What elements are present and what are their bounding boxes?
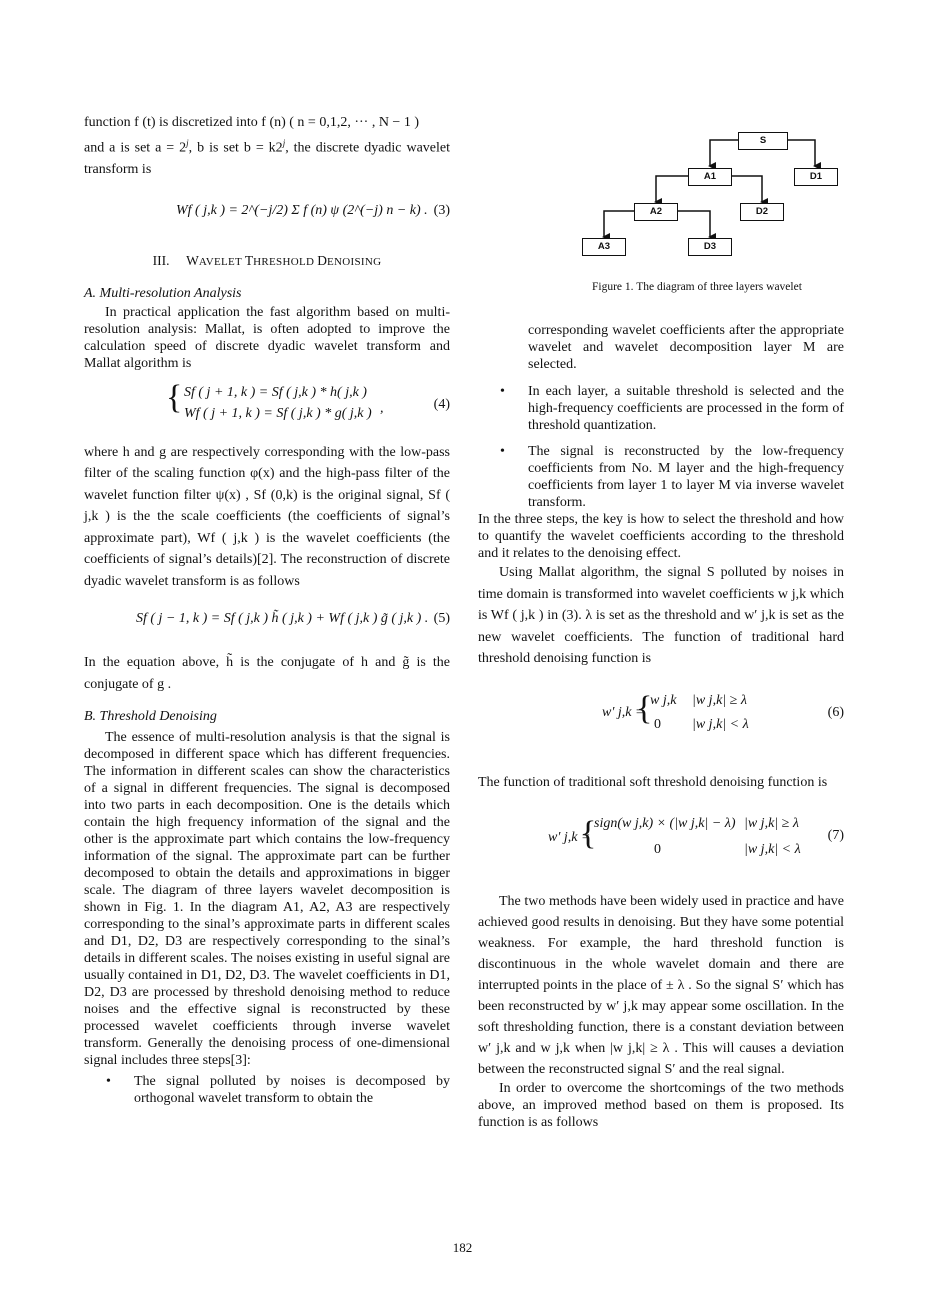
equation-6-lhs: w′ j,k = (602, 704, 645, 720)
equation-4-number: (4) (433, 396, 450, 412)
equation-7-case-1: sign(w j,k) × (|w j,k| − λ) (594, 815, 736, 831)
node-d3: D3 (688, 238, 732, 256)
equation-5 (84, 592, 450, 644)
equation-3-number: (3) (433, 202, 450, 218)
step-2: • In each layer, a suitable threshold is selected and the high-frequency coefficients are processed in the form of threshold quantization. (478, 383, 844, 434)
step-1-continued: corresponding wavelet coefficients after the appropriate wavelet and wavelet decomposition layer M are selected. (528, 323, 844, 372)
section-title-part: W (186, 252, 199, 268)
section-number: III. (152, 252, 170, 268)
equation-6-condition-1: |w j,k| ≥ λ (692, 692, 747, 708)
section-title-part: T (244, 252, 254, 268)
node-d2: D2 (740, 203, 784, 221)
wavelet-decomposition-diagram (0, 0, 925, 300)
equation-6-case-1: w j,k (650, 692, 677, 708)
edge-a1-d2 (730, 176, 762, 202)
equation-7-condition-2: |w j,k| < λ (744, 841, 801, 857)
subsection-b-heading: B. Threshold Denoising (84, 709, 217, 725)
equation-6-condition-2: |w j,k| < λ (692, 716, 749, 732)
section-title-part: ENOISING (327, 255, 382, 268)
steps-list (84, 1073, 450, 1107)
equation-4-line-1: Sf ( j + 1, k ) = Sf ( j,k ) * h( j,k ) (184, 384, 367, 400)
equation-5-number: (5) (433, 611, 450, 627)
paragraph-hard-threshold: Using Mallat algorithm, the signal S polluted by noises in time domain is transformed into wavelet coefficients w j,k which is Wf ( j,k ) in (3). λ is set as the threshold and w′ j,k is set as the new wavelet coefficients. The function of traditional hard threshold denoising function is (478, 565, 844, 666)
paragraph-filters: where h and g are respectively corresponding with the low-pass filter of the scaling function φ(x) and the high-pass filter of the wavelet function filter ψ(x) , Sf (0,k) is the original signal, Sf ( j,k ) is the the scale coefficients (the coefficients of signal’s approximate part), Wf ( j,k ) is the wavelet coefficients (the coefficients of signal’s details)[2]. The reconstruction of discrete dyadic wavelet transform is as follows (84, 444, 450, 589)
paragraph-multiresolution: The essence of multi-resolution analysis is that the signal is decomposed in different space which has different frequencies. The information in different scales can show the characteristics of a signal in different frequencies. The signal is decomposed into two parts in each decomposition. One is the details which contain the high frequency information of the signal and the other is the approximate part which contains the low-frequency information of the signal. The approximate part can be further decomposed to obtain the details and approximations in bigger scale. The diagram of three layers wavelet decomposition is shown in Fig. 1. In the diagram A1, A2, A3 are respectively corresponding to the sinal’s approximate parts in different scales and D1, D2, D3 are respectively corresponding to the sinal’s details in different scales. The noises existing in useful signal are usually contained in D1, D2, D3. The wavelet coefficients in D1, D2, D3 are processed by threshold denoising method to reduce noises and the effective signal is reconstructed by these processed wavelet coefficients through inverse wavelet transform. Generally the denoising process of one-dimensional signal includes three steps[3]: (84, 730, 450, 1069)
intro-line-2a: and a is set a = 2 (84, 140, 187, 156)
equation-7-case-2: 0 (654, 841, 661, 857)
intro-line-2b: , b is set b = k2 (188, 140, 283, 156)
intro-line-2c: , the discrete dyadic wavelet transform is (84, 140, 450, 177)
equation-6: w′ j,k = { w j,k 0 |w j,k| ≥ λ |w j,k| < λ (6) (602, 689, 844, 732)
paragraph-improved-method: In order to overcome the shortcomings of the two methods above, an improved method based on them is proposed. Its function is as follows (478, 1080, 844, 1130)
node-a1: A1 (688, 168, 732, 186)
section-title-part: AVELET (198, 255, 245, 268)
edge-a2-a3 (604, 211, 636, 237)
edge-s-d1 (786, 140, 815, 166)
equation-4-line-2: Wf ( j + 1, k ) = Sf ( j,k ) * g( j,k ) (184, 405, 372, 421)
edge-a1-a2 (656, 176, 690, 202)
paragraph-weakness: The two methods have been widely used in practice and have achieved good results in denoising. But they have some potential weakness. For example, the hard threshold function is discontinuous in the whole wavelet domain and there are interrupted points in the place of ± λ . So the signal S′ which has been reconstructed by w′ j,k may appear some oscillation. In the soft thresholding function, there is a constant deviation between w′ j,k and w j,k when |w j,k| ≥ λ . This will causes a deviation between the reconstructed signal S′ and the real signal. (478, 893, 844, 1077)
equation-7-condition-1: |w j,k| ≥ λ (744, 815, 799, 831)
section-title-part: D (317, 252, 328, 268)
equation-7-lhs: w′ j,k = (548, 829, 591, 845)
node-a3: A3 (582, 238, 626, 256)
steps-list-continued (478, 383, 844, 511)
section-title-part: HRESHOLD (253, 255, 318, 268)
equation-6-case-2: 0 (654, 716, 661, 732)
step-1: • The signal polluted by noises is decomposed by orthogonal wavelet transform to obtain the (84, 1073, 450, 1107)
equation-6-number: (6) (827, 704, 844, 720)
node-a2: A2 (634, 203, 678, 221)
equation-7: w′ j,k = { sign(w j,k) × (|w j,k| − λ) 0 |w j,k| ≥ λ |w j,k| < λ (7) (548, 814, 844, 857)
equation-7-number: (7) (827, 827, 844, 843)
node-d1: D1 (794, 168, 838, 186)
equation-3-expression: Wf ( j,k ) = 2^(−j/2) Σ f (n) ψ (2^(−j) n − k) . (176, 202, 428, 218)
page-number: 182 (452, 1240, 473, 1255)
intro-paragraph: function f (t) is discretized into f (n) ( n = 0,1,2, ··· , N − 1 ) and a is set $a = 2^j$, b is set $b = k2^j$, the discrete dyadic wavelet transform is (84, 115, 450, 177)
paragraph-soft-threshold: The function of traditional soft threshold denoising function is (478, 774, 828, 790)
figure-caption: Figure 1. The diagram of three layers wavelet (592, 281, 802, 293)
right-column (478, 322, 844, 1131)
paragraph-key-steps: In the three steps, the key is how to select the threshold and how to quantify the wavelet coefficients according to the threshold and it relates to the denoising effect. (478, 512, 844, 561)
equation-5-expression: Sf ( j − 1, k ) = Sf ( j,k ) h̃ ( j,k ) + Wf ( j,k ) g̃ ( j,k ) . (136, 611, 429, 627)
paragraph-mallat: In practical application the fast algorithm based on multi-resolution analysis: Mallat, is often adopted to improve the calculation speed of discrete dyadic wavelet transform and Mallat algorithm is (84, 304, 450, 371)
edge-a2-d3 (676, 211, 710, 237)
equation-4: { Sf ( j + 1, k ) = Sf ( j,k ) * h( j,k ) Wf ( j + 1, k ) = Sf ( j,k ) * g( j,k ) , (4) (166, 378, 450, 421)
node-s: S (738, 132, 788, 150)
subsection-a-heading: A. Multi-resolution Analysis (84, 285, 242, 301)
step-3: • The signal is reconstructed by the low-frequency coefficients from No. M layer and the high-frequency coefficients from layer 1 to layer M via inverse wavelet transform. (478, 443, 844, 511)
paragraph-conjugate: In the equation above, h̃ is the conjugate of h and g̃ is the conjugate of g . (84, 655, 450, 693)
intro-line-1: function f (t) is discretized into f (n) ( n = 0,1,2, ··· , N − 1 ) (84, 115, 419, 130)
edge-s-a1 (710, 140, 738, 166)
equation-4-comma: , (380, 400, 384, 416)
